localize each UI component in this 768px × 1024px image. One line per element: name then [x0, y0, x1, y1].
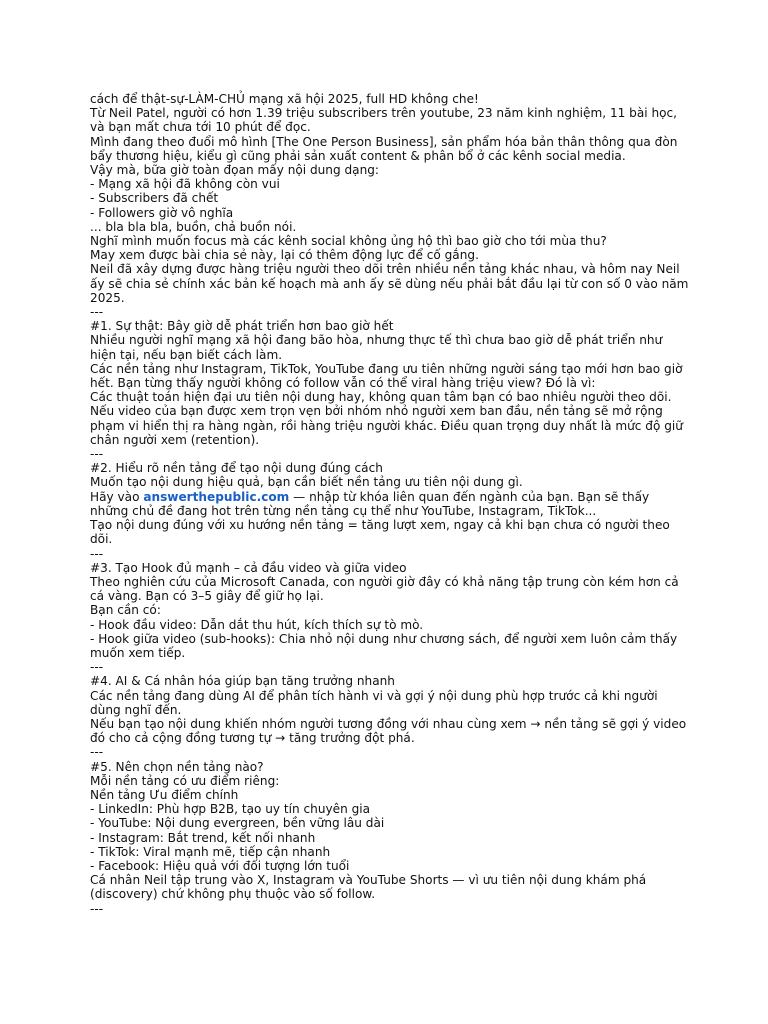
- separator: ---: [90, 901, 104, 916]
- link-prefix: Hãy vào: [90, 489, 144, 504]
- paragraph: Vậy mà, bữa giờ toàn đọan mấy nội dung dạng:: [90, 163, 379, 178]
- list-item: - Followers giờ vô nghĩa: [90, 205, 234, 220]
- document-body: [90, 92, 693, 916]
- paragraph: Muốn tạo nội dung hiệu quả, bạn cần biết nền tảng ưu tiên nội dung gì.: [90, 475, 523, 490]
- paragraph: Nếu bạn tạo nội dung khiến nhóm người tương đồng với nhau cùng xem → nền tảng sẽ gợi ý video đó cho cả cộng đồng tương tự → tăng trưởng đột phá.: [90, 716, 691, 746]
- paragraph: Neil đã xây dựng được hàng triệu người theo dõi trên nhiều nền tảng khác nhau, và hôm nay Neil ấy sẽ chia sẻ chính xác bản kế hoạch mà anh ấy sẽ dùng nếu phải bắt đầu lại từ con số 0 vào năm 2025.: [90, 262, 693, 305]
- paragraph: Nhiều người nghĩ mạng xã hội đang bão hòa, nhưng thực tế thì chưa bao giờ dễ phát triển như hiện tại, nếu bạn biết cách làm.: [90, 333, 667, 362]
- separator: ---: [90, 745, 104, 760]
- list-item: - TikTok: Viral mạnh mẽ, tiếp cận nhanh: [90, 844, 331, 859]
- paragraph: Theo nghiên cứu của Microsoft Canada, con người giờ đây có khả năng tập trung còn kém hơn cả cá vàng. Bạn có 3–5 giây để giữ họ lại.: [90, 574, 683, 604]
- separator: ---: [90, 546, 104, 561]
- paragraph: Cá nhân Neil tập trung vào X, Instagram và YouTube Shorts — vì ưu tiên nội dung khám phá (discovery) chứ không phụ thuộc vào số follow.: [90, 873, 651, 902]
- paragraph: Các thuật toán hiện đại ưu tiên nội dung hay, không quan tâm bạn có bao nhiêu người theo dõi. Nếu video của bạn được xem trọn vẹn bởi nhóm nhỏ người xem ban đầu, nền tảng sẽ mở rộng phạm vi hiển thị ra hàng ngàn, rồi hàng triệu người khác. Điều quan trọng duy nhất là mức độ giữ chân người xem (retention).: [90, 390, 687, 447]
- list-item: - Facebook: Hiệu quả với đối tượng lớn tuổi: [90, 858, 350, 873]
- paragraph: Nghĩ mình muốn focus mà các kênh social không ủng hộ thì bao giờ cho tới mùa thu?: [90, 234, 607, 249]
- list-item: - Instagram: Bắt trend, kết nối nhanh: [90, 830, 316, 845]
- separator: ---: [90, 660, 104, 675]
- paragraph: Mỗi nền tảng có ưu điểm riêng:: [90, 773, 280, 788]
- separator: ---: [90, 305, 104, 320]
- paragraph: Từ Neil Patel, người có hơn 1.39 triệu subscribers trên youtube, 23 năm kinh nghiệm, 11 bài học, và bạn mất chưa tới 10 phút để đọc.: [90, 106, 681, 135]
- section-heading-4: #4. AI & Cá nhân hóa giúp bạn tăng trưởng nhanh: [90, 674, 395, 689]
- paragraph: ... bla bla bla, buồn, chả buồn nói.: [90, 219, 297, 234]
- list-item: - Mạng xã hội đã không còn vui: [90, 177, 280, 192]
- section-heading-1: #1. Sự thật: Bây giờ dễ phát triển hơn bao giờ hết: [90, 319, 394, 334]
- table-header: Nền tảng Ưu điểm chính: [90, 787, 239, 802]
- list-item: - LinkedIn: Phù hợp B2B, tạo uy tín chuyên gia: [90, 802, 371, 817]
- link-suffix: — nhập từ khóa liên quan đến ngành của bạn. Bạn sẽ thấy những chủ đề đang hot trên từng nền tảng cụ thể như YouTube, Instagram, TikTok...: [90, 489, 654, 518]
- title-line: cách để thật-sự-LÀM-CHỦ mạng xã hội 2025, full HD không che!: [90, 92, 479, 106]
- list-item: - Hook đầu video: Dẫn dắt thu hút, kích thích sự tò mò.: [90, 617, 424, 632]
- section-heading-2: #2. Hiểu rõ nền tảng để tạo nội dung đúng cách: [90, 461, 383, 476]
- separator: ---: [90, 447, 104, 462]
- paragraph-with-link: [90, 490, 690, 518]
- paragraph: Các nền tảng đang dùng AI để phân tích hành vi và gợi ý nội dung phù hợp trước cả khi người dùng nghĩ đến.: [90, 688, 662, 717]
- paragraph: May xem được bài chia sẻ này, lại có thêm động lực để cố gắng.: [90, 248, 479, 263]
- list-item: - Subscribers đã chết: [90, 191, 219, 206]
- paragraph: Các nền tảng như Instagram, TikTok, YouTube đang ưu tiên những người sáng tạo mới hơn bao giờ hết. Bạn từng thấy người không có follow vẫn có thể viral hàng triệu view? Đó là vì:: [90, 361, 687, 391]
- paragraph: Mình đang theo đuổi mô hình [The One Person Business], sản phẩm hóa bản thân thông qua đòn bẩy thương hiệu, kiểu gì cũng phải sản xuất content & phân bổ ở các kênh social media.: [90, 134, 682, 163]
- answerthepublic-link[interactable]: answerthepublic.com: [143, 489, 290, 504]
- list-item: - Hook giữa video (sub-hooks): Chia nhỏ nội dung như chương sách, để người xem luôn cảm thấy muốn xem tiếp.: [90, 631, 681, 660]
- paragraph: Bạn cần có:: [90, 603, 161, 618]
- section-heading-5: #5. Nên chọn nền tảng nào?: [90, 759, 264, 774]
- list-item: - YouTube: Nội dung evergreen, bền vững lâu dài: [90, 816, 385, 831]
- section-heading-3: #3. Tạo Hook đủ mạnh – cả đầu video và giữa video: [90, 560, 407, 575]
- paragraph: Tạo nội dung đúng với xu hướng nền tảng = tăng lượt xem, ngay cả khi bạn chưa có người theo dõi.: [90, 518, 674, 547]
